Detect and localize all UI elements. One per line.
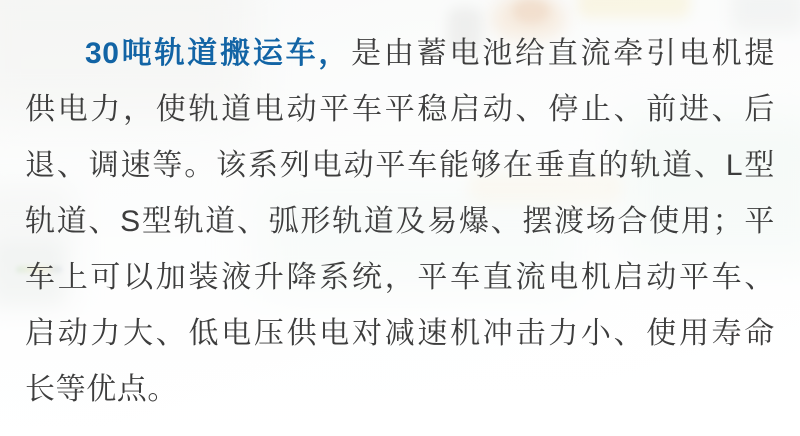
paragraph-line-1-text: 是由蓄电池给直流牵引电机提: [351, 37, 775, 70]
paragraph-line-2: 供电力，使轨道电动平车平稳启动、停止、前进、后: [25, 93, 775, 126]
product-title: 30吨轨道搬运车，: [85, 37, 352, 70]
paragraph-line-3: 退、调速等。该系列电动平车能够在垂直的轨道、L型: [25, 149, 775, 182]
paragraph-line-7: 长等优点。: [25, 373, 178, 406]
paragraph-line-5: 车上可以加装液升降系统，平车直流电机启动平车、: [25, 261, 775, 294]
paragraph-line-6: 启动力大、低电压供电对减速机冲击力小、使用寿命: [25, 317, 775, 350]
paragraph-line-1: [25, 26, 775, 82]
paragraph-line-4: 轨道、S型轨道、弧形轨道及易爆、摆渡场合使用；平: [25, 205, 775, 238]
